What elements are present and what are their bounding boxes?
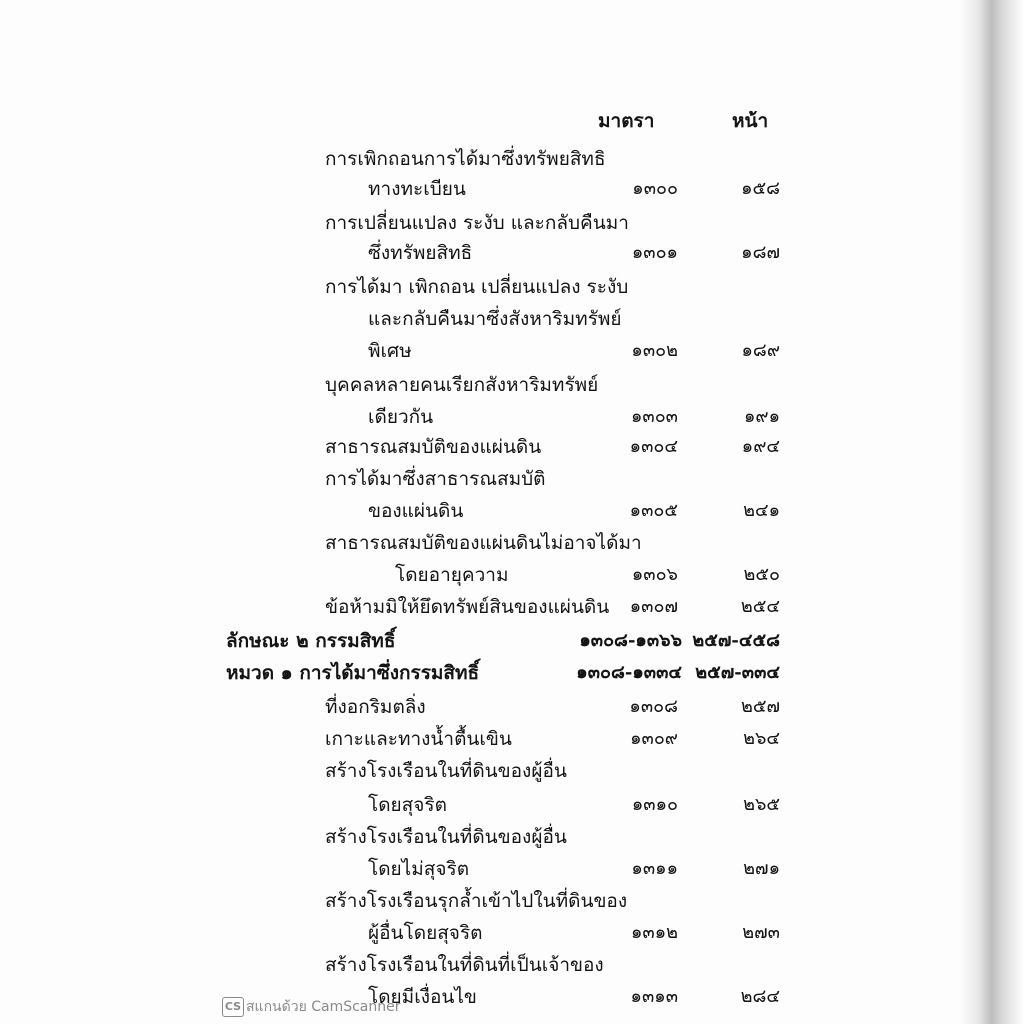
page-edge-shadow	[794, 0, 1024, 1024]
entry-section: ๑๓๐๘	[629, 696, 678, 717]
entry-page: ๒๖๔	[743, 728, 780, 749]
entry-text: บุคคลหลายคนเรียกสังหาริมทรัพย์	[325, 374, 599, 396]
chapter-section-range: ๑๓๐๘-๑๓๖๖	[579, 630, 682, 651]
entry-text: สร้างโรงเรือนในที่ดินที่เป็นเจ้าของ	[325, 954, 604, 976]
entry-page: ๑๙๑	[743, 406, 780, 427]
entry-page: ๒๕๗	[740, 696, 780, 717]
entry-text: สร้างโรงเรือนในที่ดินของผู้อื่น	[325, 760, 567, 782]
entry-text: ที่งอกริมตลิ่ง	[325, 696, 426, 718]
entry-page: ๑๕๘	[741, 178, 780, 199]
entry-text: ผู้อื่นโดยสุจริต	[368, 922, 483, 944]
chapter-heading: ลักษณะ ๒ กรรมสิทธิ์	[226, 630, 396, 652]
entry-text: สร้างโรงเรือนรุกล้ำเข้าไปในที่ดินของ	[325, 890, 628, 912]
entry-section: ๑๓๐๗	[629, 596, 678, 617]
entry-page: ๒๔๑	[743, 500, 780, 521]
section-column-header: มาตรา	[598, 110, 655, 132]
entry-page: ๒๗๓	[742, 922, 780, 943]
entry-text: โดยอายุความ	[395, 564, 509, 586]
part-section-range: ๑๓๐๘-๑๓๓๔	[576, 662, 682, 683]
entry-page: ๑๘๗	[741, 242, 780, 263]
entry-text: เดียวกัน	[368, 406, 434, 428]
entry-text: การได้มาซึ่งสาธารณสมบัติ	[325, 468, 546, 490]
entry-text: สาธารณสมบัติของแผ่นดิน	[325, 436, 542, 458]
entry-text: พิเศษ	[368, 340, 412, 362]
entry-text: ซึ่งทรัพยสิทธิ	[368, 242, 473, 264]
entry-section: ๑๓๑๒	[630, 922, 678, 943]
entry-page: ๑๙๔	[741, 436, 780, 457]
page-column-header: หน้า	[732, 110, 769, 132]
entry-page: ๒๕๐	[743, 564, 780, 585]
entry-section: ๑๓๐๐	[632, 178, 678, 199]
entry-text: การเปลี่ยนแปลง ระงับ และกลับคืนมา	[325, 212, 629, 234]
entry-page: ๒๖๕	[743, 794, 780, 815]
entry-section: ๑๓๐๒	[631, 340, 678, 361]
entry-text: สาธารณสมบัติของแผ่นดินไม่อาจได้มา	[325, 532, 642, 554]
entry-section: ๑๓๐๕	[629, 500, 678, 521]
entry-section: ๑๓๐๓	[630, 406, 678, 427]
entry-section: ๑๓๑๐	[631, 794, 678, 815]
entry-section: ๑๓๑๓	[630, 986, 678, 1007]
part-page-range: ๒๕๗-๓๓๔	[695, 662, 780, 683]
entry-section: ๑๓๐๙	[630, 728, 678, 749]
entry-section: ๑๓๐๑	[631, 242, 678, 263]
entry-text: โดยสุจริต	[368, 794, 447, 816]
entry-section: ๑๓๐๔	[629, 436, 678, 457]
part-heading: หมวด ๑ การได้มาซึ่งกรรมสิทธิ์	[226, 662, 480, 684]
entry-text: การเพิกถอนการได้มาซึ่งทรัพยสิทธิ	[325, 148, 606, 170]
entry-text: โดยมีเงื่อนไข	[368, 986, 477, 1008]
entry-page: ๒๗๑	[743, 858, 780, 879]
entry-page: ๒๘๔	[740, 986, 780, 1007]
entry-text: การได้มา เพิกถอน เปลี่ยนแปลง ระงับ	[325, 276, 629, 298]
entry-page: ๒๕๔	[740, 596, 780, 617]
entry-text: เกาะและทางน้ำตื้นเขิน	[325, 728, 512, 750]
chapter-page-range: ๒๕๗-๔๕๘	[692, 630, 780, 651]
camscanner-watermark	[222, 996, 401, 1018]
entry-text: สร้างโรงเรือนในที่ดินของผู้อื่น	[325, 826, 567, 848]
camscanner-logo-icon: CS	[222, 997, 244, 1017]
entry-text: ทางทะเบียน	[368, 178, 466, 200]
watermark-text: สแกนด้วย CamScanner	[246, 999, 401, 1015]
entry-section: ๑๓๐๖	[631, 564, 678, 585]
entry-text: และกลับคืนมาซึ่งสังหาริมทรัพย์	[368, 308, 622, 330]
entry-section: ๑๓๑๑	[631, 858, 678, 879]
entry-text: ข้อห้ามมิให้ยึดทรัพย์สินของแผ่นดิน	[325, 596, 610, 618]
entry-page: ๑๘๙	[741, 340, 780, 361]
entry-text: โดยไม่สุจริต	[368, 858, 470, 880]
entry-text: ของแผ่นดิน	[368, 500, 464, 522]
